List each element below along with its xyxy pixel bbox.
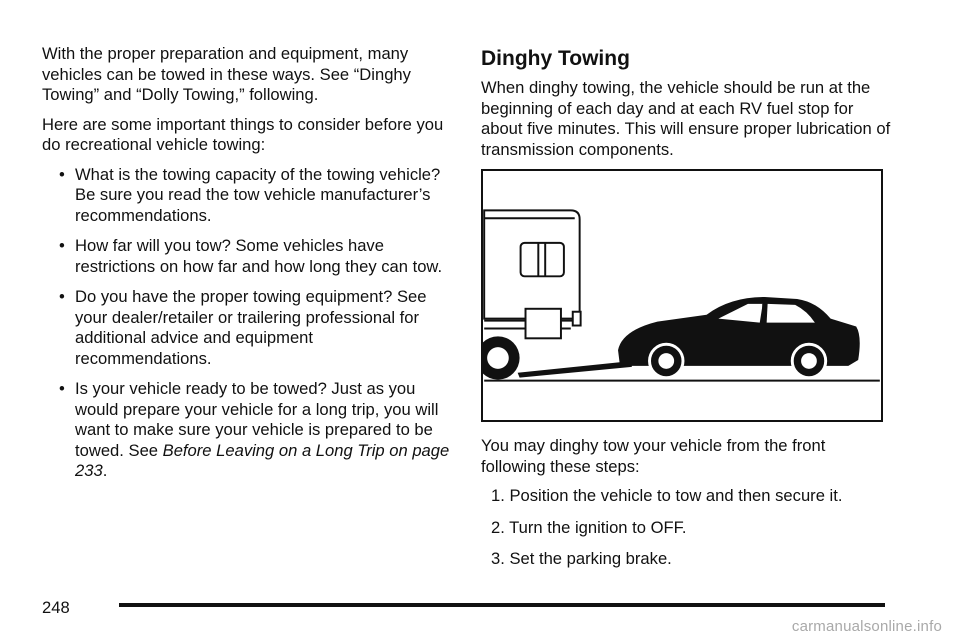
consideration-list	[42, 165, 452, 482]
list-item: 1. Position the vehicle to tow and then secure it.	[491, 486, 843, 505]
list-item: • How far will you tow? Some vehicles have restrictions on how far and how long they can tow.	[59, 236, 443, 276]
consider-paragraph: Here are some important things to consider before you do recreational vehicle towing:	[42, 114, 444, 154]
bullet-icon: •	[59, 379, 65, 398]
page-number: 248	[42, 598, 70, 617]
footer-rule	[119, 603, 885, 607]
steps-intro: You may dinghy tow your vehicle from the front following these steps:	[481, 436, 826, 476]
bullet-icon: •	[59, 164, 65, 184]
bullet-icon: •	[59, 287, 65, 306]
page-reference-link[interactable]: Before Leaving on a Long Trip on page 233	[75, 440, 450, 480]
rv-towing-car-icon	[483, 171, 881, 420]
list-item: • What is the towing capacity of the towing vehicle? Be sure you read the tow vehicle manufacturer’s recommendations.	[59, 164, 441, 225]
list-item: 3. Set the parking brake.	[491, 549, 672, 568]
left-column	[42, 44, 452, 492]
steps-list	[481, 486, 891, 570]
list-item: • Is your vehicle ready to be towed? Just as you would prepare your vehicle for a long trip, you will want to make sure your vehicle is prepared to be towed. See Before Leaving on a Long Trip on page 233.	[59, 379, 450, 480]
dinghy-paragraph: When dinghy towing, the vehicle should be run at the beginning of each day and at each RV fuel stop for about five minutes. This will ensure proper lubrication of transmission components.	[481, 78, 891, 159]
dinghy-towing-illustration	[481, 169, 883, 422]
list-item: • Do you have the proper towing equipment? See your dealer/retailer or trailering professional for additional advice and equipment recommendations.	[59, 287, 427, 368]
section-heading: Dinghy Towing	[481, 47, 630, 70]
bullet-icon: •	[59, 236, 65, 255]
list-item: 2. Turn the ignition to OFF.	[491, 517, 687, 537]
watermark: carmanualsonline.info	[791, 618, 942, 635]
intro-paragraph: With the proper preparation and equipment, many vehicles can be towed in these ways. See “Dinghy Towing” and “Dolly Towing,” following.	[42, 44, 411, 104]
right-column	[481, 44, 891, 581]
